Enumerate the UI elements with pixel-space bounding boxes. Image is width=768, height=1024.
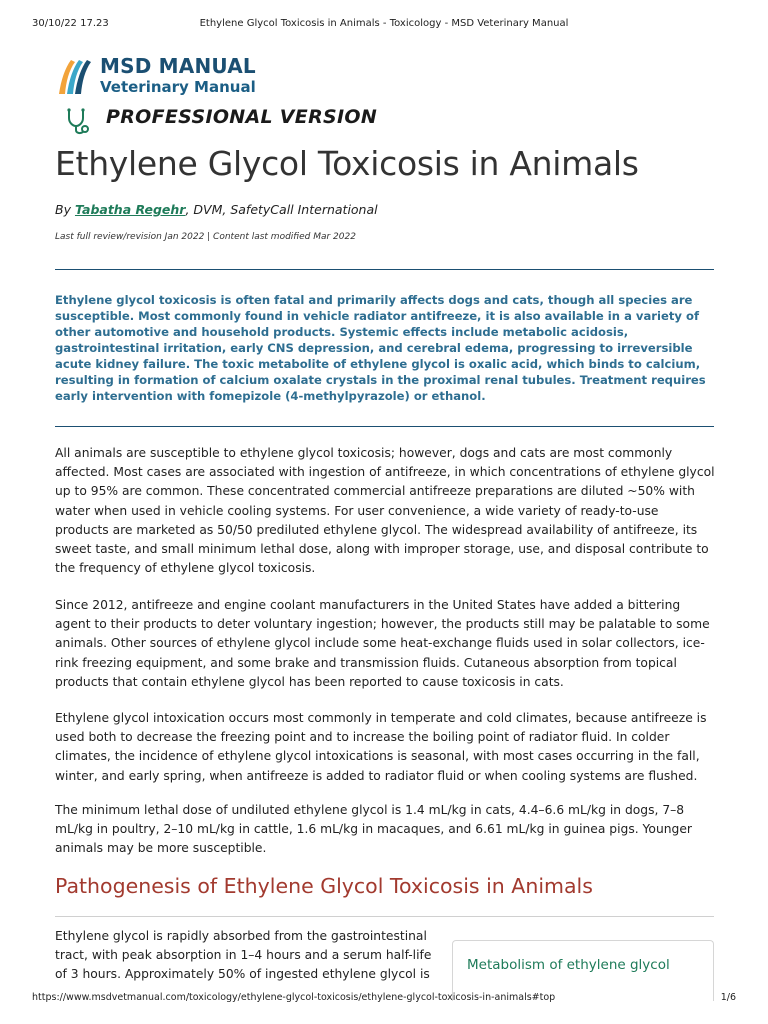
body-paragraph-2: Since 2012, antifreeze and engine coolant manufacturers in the United States have added a bittering agent to their products to deter voluntary ingestion; however, the products still may be palatable to some animals. Other sources of ethylene glycol include some heat-exchange fluids used in solar collectors, ice-rink freezing equipment, and some brake and transmission fluids. Cutaneous absorption from topical products that contain ethylene glycol has been reported to cause toxicosis in cats. xyxy=(55,598,710,689)
page-title: Ethylene Glycol Toxicosis in Animals xyxy=(55,144,639,183)
byline-prefix: By xyxy=(55,202,71,217)
brand-name[interactable]: MSD MANUAL xyxy=(100,54,256,78)
msd-logo-icon[interactable] xyxy=(57,56,97,96)
divider-section xyxy=(55,916,714,917)
body-paragraph-1: All animals are susceptible to ethylene glycol toxicosis; however, dogs and cats are most commonly affected. Most cases are associated with ingestion of antifreeze, in which concentrations of ethylene glycol up to 95% are common. These concentrated commercial antifreeze preparations are diluted ~50% with water when used in vehicle cooling systems. For user convenience, a wide variety of ready-to-use products are marketed as 50/50 prediluted ethylene glycol. The widespread availability of antifreeze, its sweet taste, and small minimum lethal dose, along with improper storage, use, and disposal contribute to the frequency of ethylene glycol toxicosis. xyxy=(55,446,715,576)
section-heading-pathogenesis: Pathogenesis of Ethylene Glycol Toxicosis in Animals xyxy=(55,874,593,898)
divider-summary xyxy=(55,426,714,427)
author-affiliation: , DVM, SafetyCall International xyxy=(185,202,378,217)
pathogenesis-paragraph: Ethylene glycol is rapidly absorbed from the gastrointestinal tract, with peak absorption in 1–4 hours and a serum half-life of 3 hours. Approximately 50% of ingested ethylene glycol is xyxy=(55,929,432,982)
author-link[interactable]: Tabatha Regehr xyxy=(74,202,186,217)
divider-top xyxy=(55,269,714,270)
byline xyxy=(55,202,378,217)
print-page-title: Ethylene Glycol Toxicosis in Animals - Toxicology - MSD Veterinary Manual xyxy=(199,18,569,29)
print-url: https://www.msdvetmanual.com/toxicology/ethylene-glycol-toxicosis/ethylene-glycol-toxicosis-in-animals#top xyxy=(32,992,556,1003)
version-label: PROFESSIONAL VERSION xyxy=(106,106,378,128)
stethoscope-icon xyxy=(62,106,92,136)
brand-subtitle[interactable]: Veterinary Manual xyxy=(100,78,256,96)
summary-box: Ethylene glycol toxicosis is often fatal and primarily affects dogs and cats, though all species are susceptible. Most commonly found in vehicle radiator antifreeze, it is also available in a variety of other automotive and household products. Systemic effects include metabolic acidosis, gastrointestinal irritation, early CNS depression, and cerebral edema, progressing to irreversible acute kidney failure. The toxic metabolite of ethylene glycol is oxalic acid, which binds to calcium, resulting in formation of calcium oxalate crystals in the proximal renal tubules. Treatment requires early intervention with fomepizole (4-methylpyrazole) or ethanol. xyxy=(55,293,706,403)
page-number: 1/6 xyxy=(720,992,736,1003)
print-footer xyxy=(32,992,736,1006)
sidebox-title[interactable]: Metabolism of ethylene glycol xyxy=(467,957,670,973)
revision-date: Last full review/revision Jan 2022 | Content last modified Mar 2022 xyxy=(55,232,356,242)
body-paragraph-3: Ethylene glycol intoxication occurs most commonly in temperate and cold climates, because antifreeze is used both to decrease the freezing point and to increase the boiling point of radiator fluid. In colder climates, the incidence of ethylene glycol intoxications is seasonal, with most cases occurring in the fall, winter, and early spring, when antifreeze is added to radiator fluid or when cooling systems are flushed. xyxy=(55,711,707,783)
body-paragraph-4: The minimum lethal dose of undiluted ethylene glycol is 1.4 mL/kg in cats, 4.4–6.6 mL/kg in dogs, 7–8 mL/kg in poultry, 2–10 mL/kg in cattle, 1.6 mL/kg in macaques, and 6.61 mL/kg in guinea pigs. Younger animals may be more susceptible. xyxy=(55,803,692,856)
print-datetime: 30/10/22 17.23 xyxy=(32,18,109,29)
print-header xyxy=(32,18,736,32)
